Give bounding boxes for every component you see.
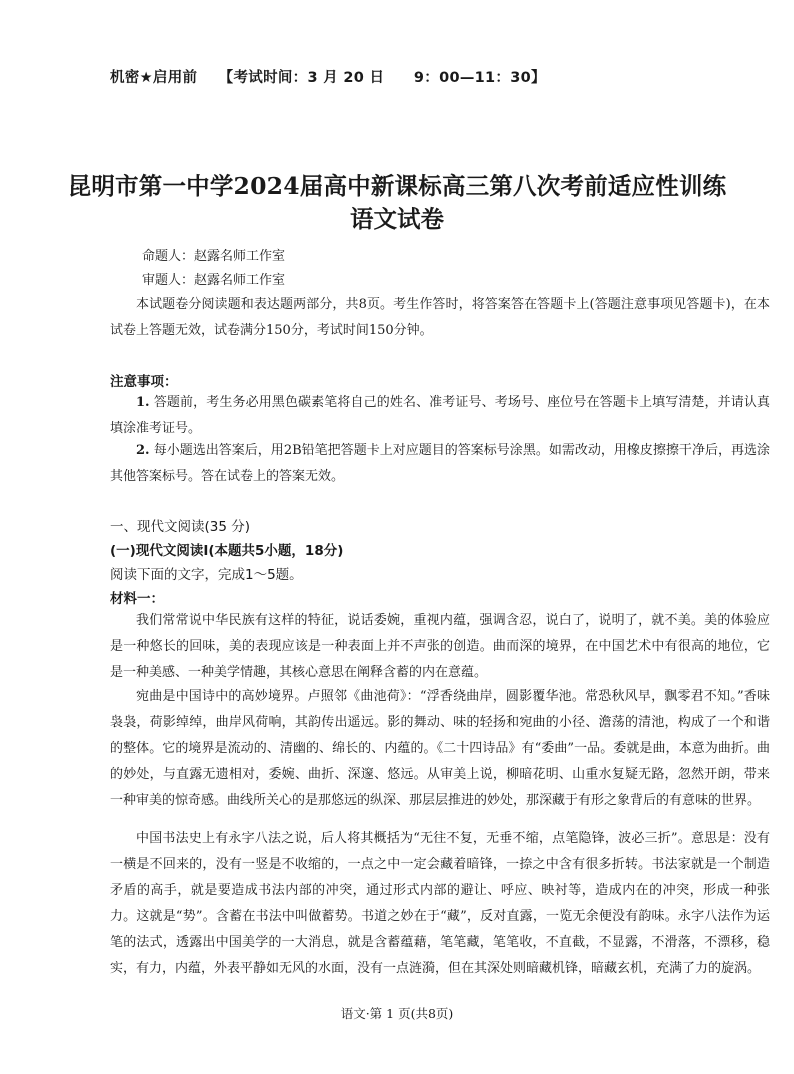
confidential-label: 机密★启用前 xyxy=(110,70,198,86)
reading-instruction: 阅读下面的文字，完成1～5题。 xyxy=(110,567,303,583)
exam-intro: 本试题卷分阅读题和表达题两部分，共8页。考生作答时，将答案答在答题卡上(答题注意事项见答题卡)，在本试卷上答题无效，试卷满分150分，考试时间150分钟。 xyxy=(110,297,770,338)
header-line xyxy=(110,66,562,87)
subsection-heading: (一)现代文阅读Ⅰ(本题共5小题，18分) xyxy=(110,543,344,559)
reviewer-line: 审题人：赵露名师工作室 xyxy=(142,273,286,288)
passage-paragraph: 宛曲是中国诗中的高妙境界。卢照邻《曲池荷》：“浮香绕曲岸，圆影覆华池。常恐秋风早，飘零君不知。”香味袅袅，荷影绰绰，曲岸风荷响，其韵传出遥远。影的舞动、味的轻扬和宛曲的小径、澹荡的清池，构成了一个和谐的整体。它的境界是流动的、清幽的、绵长的、内蕴的。《二十四诗品》有“委曲”一品。委就是曲，本意为曲折。曲的妙处，与直露无遗相对，委婉、曲折、深邃、悠远。从审美上说，柳暗花明、山重水复疑无路，忽然开朗，带来一种审美的惊奇感。曲线所关心的是那悠远的纵深、那层层推进的妙处，那深藏于有形之象背后的有意味的世界。 xyxy=(110,689,770,808)
exam-time: 【考试时间：3 月 20 日 9：00—11：30】 xyxy=(218,70,546,86)
exam-title: 昆明市第一中学2024届高中新课标高三第八次考前适应性训练 xyxy=(67,172,727,200)
notice-item-2 xyxy=(110,438,770,490)
passage-paragraph: 中国书法史上有永字八法之说，后人将其概括为“无往不复，无垂不缩，点笔隐锋，波必三折”。意思是：没有一横是不回来的，没有一竖是不收缩的，一点之中一定会藏着暗锋，一捺之中含有很多折转。书法家就是一个制造矛盾的高手，就是要造成书法内部的冲突，通过形式内部的避让、呼应、映衬等，造成内在的冲突，形成一种张力。这就是“势”。含蓄在书法中叫做蓄势。书道之妙在于“藏”，反对直露，一览无余便没有韵味。永字八法作为运笔的法式，透露出中国美学的一大消息，就是含蓄蕴藉，笔笔藏，笔笔收，不直截，不显露，不滑落，不漂移，稳实，有力，内蕴，外表平静如无风的水面，没有一点涟漪，但在其深处则暗藏机锋，暗藏玄机，充满了力的旋涡。 xyxy=(110,831,770,976)
notice-number: 1. xyxy=(136,395,150,410)
notice-item-1 xyxy=(110,390,770,442)
notice-text: 答题前，考生务必用黑色碳素笔将自己的姓名、准考证号、考场号、座位号在答题卡上填写清楚，并请认真填涂准考证号。 xyxy=(110,395,770,436)
passage-paragraph: 我们常常说中华民族有这样的特征，说话委婉，重视内蕴，强调含忍，说白了，说明了，就不美。美的体验应是一种悠长的回味，美的表现应该是一种表面上并不声张的创造。曲而深的境界，在中国艺术中有很高的地位，它是一种美感、一种美学情趣，其核心意思在阐释含蓄的内在意蕴。 xyxy=(110,613,770,680)
notice-heading: 注意事项： xyxy=(110,374,178,390)
setter-line: 命题人：赵露名师工作室 xyxy=(142,249,286,264)
material-label: 材料一： xyxy=(110,591,164,607)
notice-text: 每小题选出答案后，用2B铅笔把答题卡上对应题目的答案标号涂黑。如需改动，用橡皮擦擦干净后，再选涂其他答案标号。答在试卷上的答案无效。 xyxy=(110,443,770,484)
page-footer: 语文·第 1 页(共8页) xyxy=(340,1006,454,1021)
section-heading: 一、现代文阅读(35 分) xyxy=(110,519,251,535)
exam-subtitle: 语文试卷 xyxy=(350,205,444,233)
notice-number: 2. xyxy=(136,443,150,458)
